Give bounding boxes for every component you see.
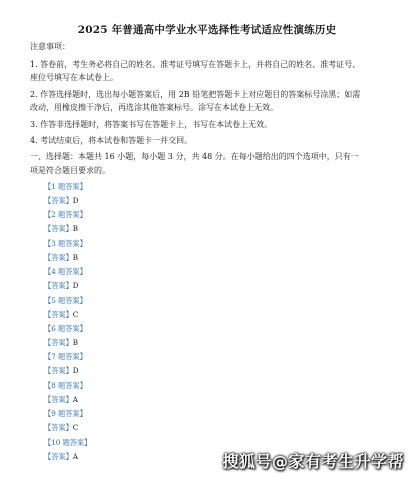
- question-label: 【1 题答案】: [44, 182, 87, 191]
- answer-label: 【答案】B: [44, 224, 79, 234]
- note-line-3: 2. 作答选择题时，选出每小题答案后，用 2B 铅笔把答题卡上对应题目的答案标号涂黑；如需: [30, 90, 361, 99]
- notes-heading: 注意事项：: [30, 42, 70, 51]
- question-label: 【2 题答案】: [44, 210, 87, 220]
- question-label: 【9 题答案】: [44, 409, 87, 419]
- question-label: 【3 题答案】: [44, 238, 87, 248]
- note-line-2: 座位号填写在本试卷上。: [30, 73, 118, 82]
- answer-label: 【答案】C: [44, 309, 79, 319]
- section-line-2: 项是符合题目要求的。: [30, 166, 110, 175]
- note-line-1: 1. 答卷前，考生务必将自己的姓名、准考证号填写在答题卡上，并将自己的姓名、准考证号、: [30, 60, 361, 69]
- answer-label: 【答案】B: [44, 338, 79, 347]
- section-line-1: 一、选择题：本题共 16 小题，每小题 3 分，共 48 分。在每小题给出的四个选项中，只有一: [30, 152, 359, 161]
- answer-label: 【答案】A: [44, 451, 78, 461]
- note-line-5: 3. 作答非选择题时，将答案书写在答题卡上，书写在本试卷上无效。: [30, 120, 273, 129]
- answer-label: 【答案】D: [44, 366, 79, 376]
- note-line-6: 4. 考试结束后，将本试卷和答题卡一并交回。: [30, 136, 193, 145]
- question-label: 【10 题答案】: [44, 437, 92, 447]
- note-line-4: 改动，用橡皮擦干净后，再选涂其他答案标号。涂写在本试卷上无效。: [30, 103, 278, 112]
- document-title: 2025 年普通高中学业水平选择性考试适应性演练历史: [77, 24, 337, 36]
- question-label: 【6 题答案】: [44, 324, 87, 333]
- answer-label: 【答案】B: [44, 252, 79, 262]
- question-label: 【5 题答案】: [44, 295, 87, 305]
- question-label: 【8 题答案】: [44, 380, 87, 390]
- answer-label: 【答案】D: [44, 196, 79, 205]
- question-label: 【7 题答案】: [44, 352, 87, 362]
- answer-label: 【答案】D: [44, 281, 79, 291]
- watermark: 搜狐号@家有考生升学帮: [222, 452, 404, 471]
- question-label: 【4 题答案】: [44, 267, 87, 277]
- answer-label: 【答案】A: [44, 394, 78, 404]
- answer-label: 【答案】C: [44, 423, 79, 433]
